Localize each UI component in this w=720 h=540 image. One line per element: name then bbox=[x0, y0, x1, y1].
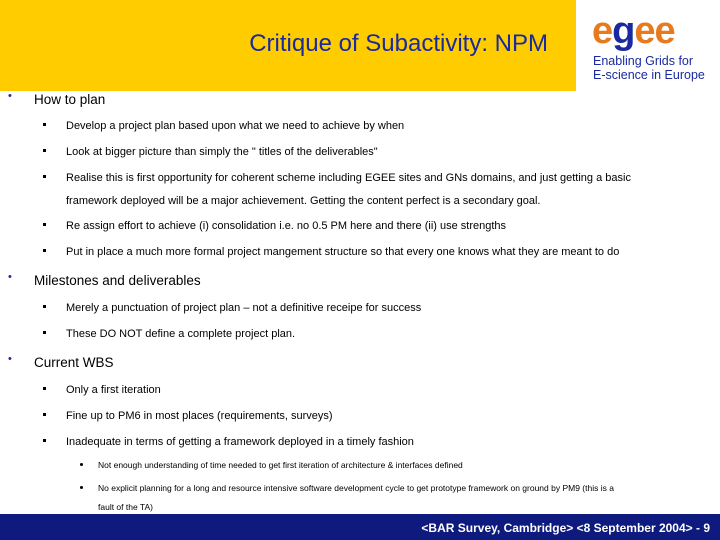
square-bullet-icon bbox=[43, 149, 46, 152]
sub-list-item: No explicit planning for a long and resource intensive software development cycle to get prototype framework on ground by PM9 (this is a bbox=[98, 483, 614, 493]
footer-text: <BAR Survey, Cambridge> <8 September 2004> - 9 bbox=[421, 521, 710, 535]
list-item: Realise this is first opportunity for coherent scheme including EGEE sites and GNs domains, and just getting a basic bbox=[66, 172, 631, 184]
footer-bar bbox=[0, 514, 720, 540]
list-item: Only a first iteration bbox=[66, 384, 161, 396]
square-bullet-icon bbox=[43, 123, 46, 126]
square-bullet-icon bbox=[43, 413, 46, 416]
list-item-continuation: framework deployed will be a major achievement. Getting the content perfect is a secondary goal. bbox=[66, 195, 541, 207]
square-bullet-icon bbox=[43, 249, 46, 252]
logo-wordmark: egee bbox=[592, 10, 675, 52]
bullet-icon: • bbox=[8, 271, 12, 283]
section-heading: • Milestones and deliverables bbox=[8, 271, 201, 288]
square-bullet-icon bbox=[43, 305, 46, 308]
list-item: Develop a project plan based upon what we need to achieve by when bbox=[66, 120, 404, 132]
dot-bullet-icon bbox=[80, 486, 83, 489]
square-bullet-icon bbox=[43, 223, 46, 226]
list-item: Inadequate in terms of getting a framework deployed in a timely fashion bbox=[66, 436, 414, 448]
bullet-icon: • bbox=[8, 353, 12, 365]
sub-list-item-continuation: fault of the TA) bbox=[98, 502, 153, 512]
logo-tagline-2: E-science in Europe bbox=[593, 68, 705, 82]
slide-title: Critique of Subactivity: NPM bbox=[249, 30, 548, 57]
list-item: Re assign effort to achieve (i) consolidation i.e. no 0.5 PM here and there (ii) use strengths bbox=[66, 220, 506, 232]
section-heading: • How to plan bbox=[8, 90, 106, 107]
square-bullet-icon bbox=[43, 439, 46, 442]
section-heading: • Current WBS bbox=[8, 353, 114, 370]
logo-tagline-1: Enabling Grids for bbox=[593, 54, 694, 68]
bullet-icon: • bbox=[8, 90, 12, 102]
square-bullet-icon bbox=[43, 331, 46, 334]
square-bullet-icon bbox=[43, 175, 46, 178]
egee-logo bbox=[582, 0, 720, 91]
list-item: Put in place a much more formal project mangement structure so that every one knows what they are meant to do bbox=[66, 246, 619, 258]
dot-bullet-icon bbox=[80, 463, 83, 466]
list-item: Look at bigger picture than simply the " titles of the deliverables" bbox=[66, 146, 378, 158]
list-item: Fine up to PM6 in most places (requirements, surveys) bbox=[66, 410, 333, 422]
square-bullet-icon bbox=[43, 387, 46, 390]
sub-list-item: Not enough understanding of time needed to get first iteration of architecture & interfaces defined bbox=[98, 460, 463, 470]
list-item: Merely a punctuation of project plan – not a definitive receipe for success bbox=[66, 302, 421, 314]
header-band bbox=[0, 0, 576, 91]
list-item: These DO NOT define a complete project plan. bbox=[66, 328, 295, 340]
